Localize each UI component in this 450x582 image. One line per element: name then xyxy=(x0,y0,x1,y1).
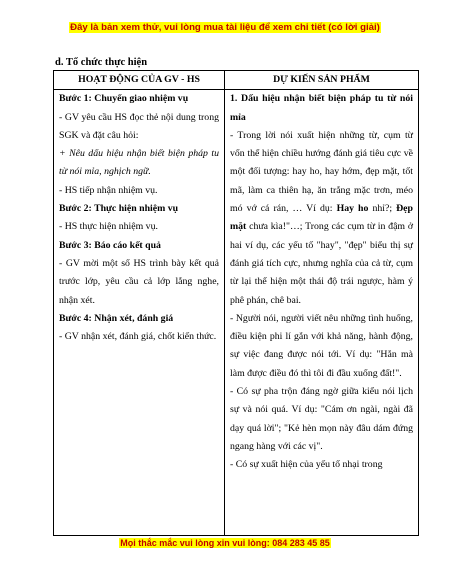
p1-text-c: chưa kìa!"…; Trong các cụm từ in đậm ở hai ví dụ, các yếu tố "hay", "đẹp" biểu thị sự đánh giá tích cực, nhưng nghĩa của cả từ, cụm từ lại thể hiện một thái độ trái ngược, hàm ý phê phán, chê bai. xyxy=(230,221,413,306)
products-paragraph-3: - Có sự pha trộn đáng ngờ giữa kiểu nói lịch sự và nói quá. Ví dụ: "Cám ơn ngài, ngài đã dạy quá lời"; "Kẻ hèn mọn này đâu dám đứng ngang hàng với các vị". xyxy=(230,386,413,452)
table-body-row xyxy=(54,90,419,536)
step1-text: - GV yêu cầu HS đọc thẻ nội dung trong SGK và đặt câu hỏi: xyxy=(59,111,219,141)
preview-banner xyxy=(0,22,450,33)
products-cell xyxy=(225,90,419,536)
products-heading: 1. Dấu hiệu nhận biết biện pháp tu từ nói mỉa xyxy=(230,93,413,123)
p1-bold-dep-mat: Đẹp mặt xyxy=(230,203,413,233)
step1-title: Bước 1: Chuyển giao nhiệm vụ xyxy=(59,93,189,105)
activities-cell xyxy=(54,90,225,536)
header-expected-products: DỰ KIẾN SẢN PHẨM xyxy=(225,71,419,90)
products-paragraph-2: - Người nói, người viết nêu những tình huống, điều kiện phi lí gắn với khả năng, hành động, sự việc đang được nói tới. Ví dụ: "Hắn mà làm được điều đó thì tôi đi đầu xuống đất!". xyxy=(230,312,413,379)
p1-text-b: nhỉ?; xyxy=(368,203,397,215)
p1-text-a: - Trong lời nói xuất hiện những từ, cụm từ vốn thể hiện chiều hướng đánh giá tiêu cực về một đối tượng: hay ho, hay hớm, đẹp mặt, tốt mã, làm ca thiên hạ, ăn trắng mặc trơn, méo mó vớ cá rán, … Ví dụ: xyxy=(230,129,413,215)
step1-question: + Nêu dấu hiệu nhận biết biện pháp tu từ nói mỉa, nghịch ngữ. xyxy=(59,148,219,178)
step3-title: Bước 3: Báo cáo kết quả xyxy=(59,239,161,251)
step3-text: - GV mời một số HS trình bày kết quả trước lớp, yêu cầu cả lớp lắng nghe, nhận xét. xyxy=(59,257,219,306)
step4-title: Bước 4: Nhận xét, đánh giá xyxy=(59,312,174,324)
step2-title: Bước 2: Thực hiện nhiệm vụ xyxy=(59,203,179,215)
table-header-row xyxy=(54,71,419,90)
contact-footer xyxy=(0,538,450,548)
step4-text: - GV nhận xét, đánh giá, chốt kiến thức. xyxy=(59,331,217,343)
section-title: d. Tổ chức thực hiện xyxy=(55,57,148,68)
lesson-table xyxy=(53,70,419,536)
step1-receive: - HS tiếp nhận nhiệm vụ. xyxy=(59,184,158,196)
header-activities: HOẠT ĐỘNG CỦA GV - HS xyxy=(54,71,225,90)
contact-footer-text: Mọi thắc mắc vui lòng xin vui lòng: 084 283 45 85 xyxy=(120,538,330,548)
step2-text: - HS thực hiện nhiệm vụ. xyxy=(59,221,158,233)
preview-banner-text: Đây là bản xem thử, vui lòng mua tài liệu để xem chi tiết (có lời giải) xyxy=(70,22,380,33)
products-paragraph-1 xyxy=(230,127,413,310)
p1-bold-hay-ho: Hay ho xyxy=(336,203,369,215)
products-paragraph-4: - Có sự xuất hiện của yếu tố nhại trong xyxy=(230,459,383,471)
